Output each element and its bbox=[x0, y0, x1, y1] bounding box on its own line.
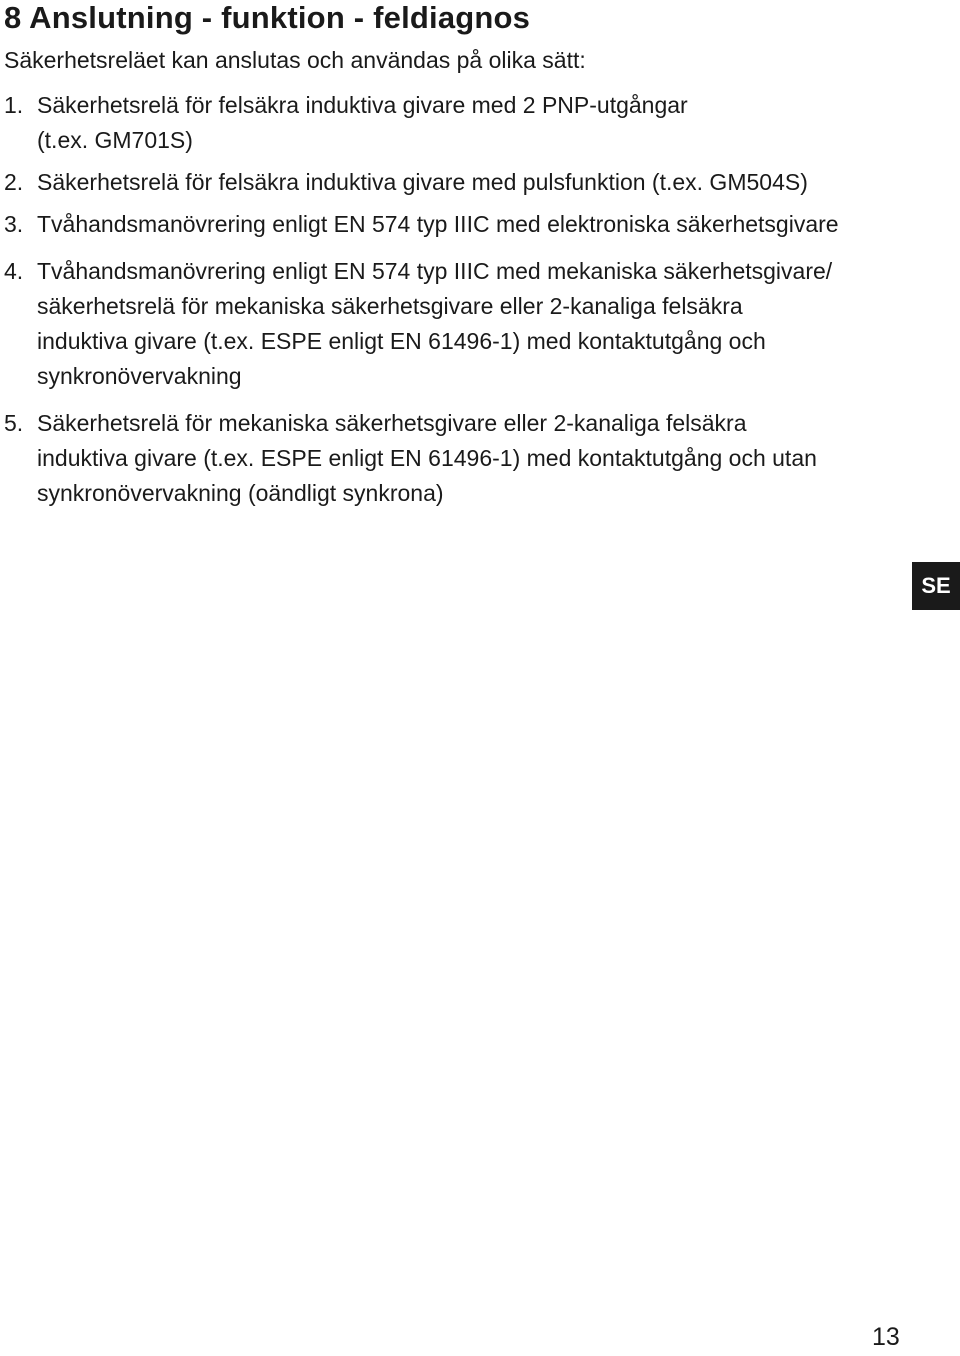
page-number: 13 bbox=[872, 1323, 900, 1351]
list-item-number: 4. bbox=[4, 258, 24, 284]
list-item-line: Tvåhandsmanövrering enligt EN 574 typ IIIC med mekaniska säkerhetsgivare/ bbox=[37, 258, 833, 284]
list-item bbox=[4, 165, 924, 200]
list-item-line: induktiva givare (t.ex. ESPE enligt EN 61496-1) med kontaktutgång och bbox=[37, 328, 766, 354]
list-item-number: 3. bbox=[4, 211, 24, 237]
list-item-line: (t.ex. GM701S) bbox=[37, 127, 193, 153]
list-item bbox=[4, 207, 924, 242]
list-item-number: 2. bbox=[4, 169, 24, 195]
list-item-line: synkronövervakning bbox=[37, 363, 242, 389]
list-item-line: säkerhetsrelä för mekaniska säkerhetsgivare eller 2-kanaliga felsäkra bbox=[37, 293, 743, 319]
connection-options-list bbox=[4, 88, 924, 511]
list-item bbox=[4, 406, 924, 511]
section-heading: 8 Anslutning - funktion - feldiagnos bbox=[4, 0, 531, 35]
list-item bbox=[4, 254, 924, 394]
list-item-line: Säkerhetsrelä för mekaniska säkerhetsgivare eller 2-kanaliga felsäkra bbox=[37, 410, 747, 436]
list-item-line: Säkerhetsrelä för felsäkra induktiva givare med pulsfunktion (t.ex. GM504S) bbox=[37, 169, 808, 195]
list-item-line: Tvåhandsmanövrering enligt EN 574 typ IIIC med elektroniska säkerhetsgivare bbox=[37, 211, 839, 237]
list-item-number: 5. bbox=[4, 410, 24, 436]
list-item-line: induktiva givare (t.ex. ESPE enligt EN 61496-1) med kontaktutgång och utan bbox=[37, 445, 817, 471]
list-item-number: 1. bbox=[4, 92, 24, 118]
list-item-line: Säkerhetsrelä för felsäkra induktiva givare med 2 PNP-utgångar bbox=[37, 92, 688, 118]
intro-text: Säkerhetsreläet kan anslutas och användas på olika sätt: bbox=[4, 47, 586, 73]
list-item-line: synkronövervakning (oändligt synkrona) bbox=[37, 480, 444, 506]
language-tab: SE bbox=[912, 562, 960, 610]
list-item bbox=[4, 88, 924, 158]
